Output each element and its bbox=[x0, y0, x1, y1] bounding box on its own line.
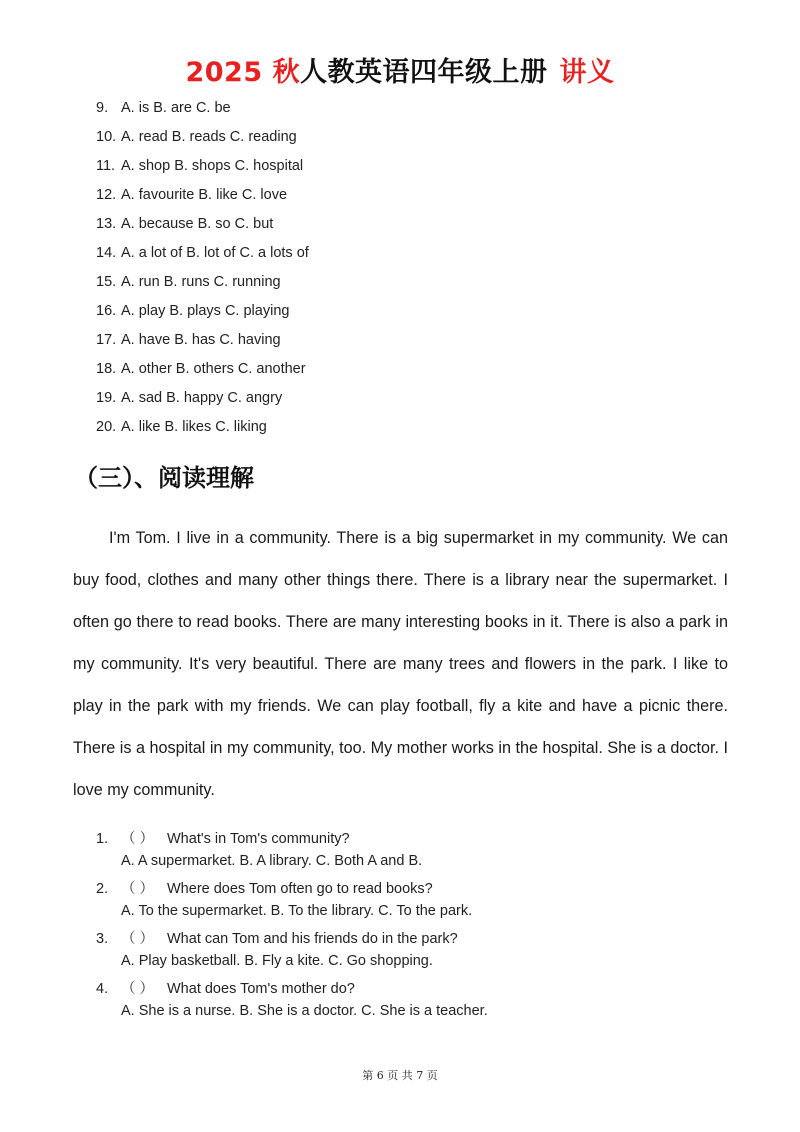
item-number: 16. bbox=[96, 303, 117, 319]
list-item bbox=[96, 270, 309, 299]
list-item bbox=[96, 415, 309, 444]
answer-blank[interactable]: （ ） bbox=[121, 931, 155, 947]
item-number: 10. bbox=[96, 129, 117, 145]
question-number: 4. bbox=[96, 981, 109, 997]
list-item bbox=[96, 241, 309, 270]
item-number: 19. bbox=[96, 390, 117, 406]
item-options: A. have B. has C. having bbox=[121, 332, 281, 348]
item-options: A. a lot of B. lot of C. a lots of bbox=[121, 245, 309, 261]
item-options: A. shop B. shops C. hospital bbox=[121, 158, 304, 174]
section-heading: （三）、阅读理解 bbox=[74, 464, 254, 492]
item-number: 17. bbox=[96, 332, 117, 348]
question-options: A. Play basketball. B. Fly a kite. C. Go shopping. bbox=[121, 953, 433, 969]
title-suffix: 讲义 bbox=[559, 57, 615, 88]
item-number: 14. bbox=[96, 245, 117, 261]
choice-list bbox=[96, 96, 309, 444]
list-item bbox=[96, 328, 309, 357]
item-options: A. other B. others C. another bbox=[121, 361, 306, 377]
item-number: 12. bbox=[96, 187, 117, 203]
item-number: 11. bbox=[96, 158, 116, 174]
list-item bbox=[96, 125, 309, 154]
page-footer: 第 6 页 共 7 页 bbox=[362, 1069, 438, 1082]
item-number: 15. bbox=[96, 274, 117, 290]
item-options: A. sad B. happy C. angry bbox=[121, 390, 283, 406]
list-item bbox=[96, 299, 309, 328]
answer-blank[interactable]: （ ） bbox=[121, 981, 155, 997]
question-item bbox=[96, 828, 488, 878]
question-item bbox=[96, 878, 488, 928]
item-number: 20. bbox=[96, 419, 117, 435]
title-year: 2025 秋 bbox=[185, 57, 301, 88]
question-text: Where does Tom often go to read books? bbox=[167, 881, 433, 897]
list-item bbox=[96, 386, 309, 415]
item-number: 18. bbox=[96, 361, 117, 377]
item-options: A. because B. so C. but bbox=[121, 216, 274, 232]
question-text: What's in Tom's community? bbox=[167, 831, 350, 847]
item-number: 9. bbox=[96, 100, 109, 116]
question-text: What can Tom and his friends do in the park? bbox=[167, 931, 458, 947]
title-book: 人教英语四年级上册 bbox=[300, 57, 548, 88]
question-number: 2. bbox=[96, 881, 109, 897]
answer-blank[interactable]: （ ） bbox=[121, 831, 155, 847]
list-item bbox=[96, 183, 309, 212]
list-item bbox=[96, 96, 309, 125]
question-options: A. She is a nurse. B. She is a doctor. C. She is a teacher. bbox=[121, 1003, 488, 1019]
item-number: 13. bbox=[96, 216, 117, 232]
page-title bbox=[0, 53, 800, 93]
question-item bbox=[96, 978, 488, 1028]
reading-passage: I'm Tom. I live in a community. There is a big supermarket in my community. We can buy food, clothes and many other things there. There is a library near the supermarket. I often go there to read books. There are many interesting books in it. There is also a park in my community. It's very beautiful. There are many trees and flowers in the park. I like to play in the park with my friends. We can play football, fly a kite and have a picnic there. There is a hospital in my community, too. My mother works in the hospital. She is a doctor. I love my community. bbox=[73, 529, 728, 799]
list-item bbox=[96, 357, 309, 386]
question-number: 3. bbox=[96, 931, 109, 947]
list-item bbox=[96, 154, 309, 183]
item-options: A. play B. plays C. playing bbox=[121, 303, 290, 319]
item-options: A. run B. runs C. running bbox=[121, 274, 281, 290]
question-options: A. A supermarket. B. A library. C. Both A and B. bbox=[121, 853, 423, 869]
answer-blank[interactable]: （ ） bbox=[121, 881, 155, 897]
question-item bbox=[96, 928, 488, 978]
item-options: A. is B. are C. be bbox=[121, 100, 231, 116]
question-number: 1. bbox=[96, 831, 109, 847]
item-options: A. favourite B. like C. love bbox=[121, 187, 288, 203]
question-options: A. To the supermarket. B. To the library. C. To the park. bbox=[121, 903, 473, 919]
item-options: A. like B. likes C. liking bbox=[121, 419, 267, 435]
list-item bbox=[96, 212, 309, 241]
question-text: What does Tom's mother do? bbox=[167, 981, 355, 997]
item-options: A. read B. reads C. reading bbox=[121, 129, 297, 145]
question-list bbox=[96, 828, 488, 1028]
